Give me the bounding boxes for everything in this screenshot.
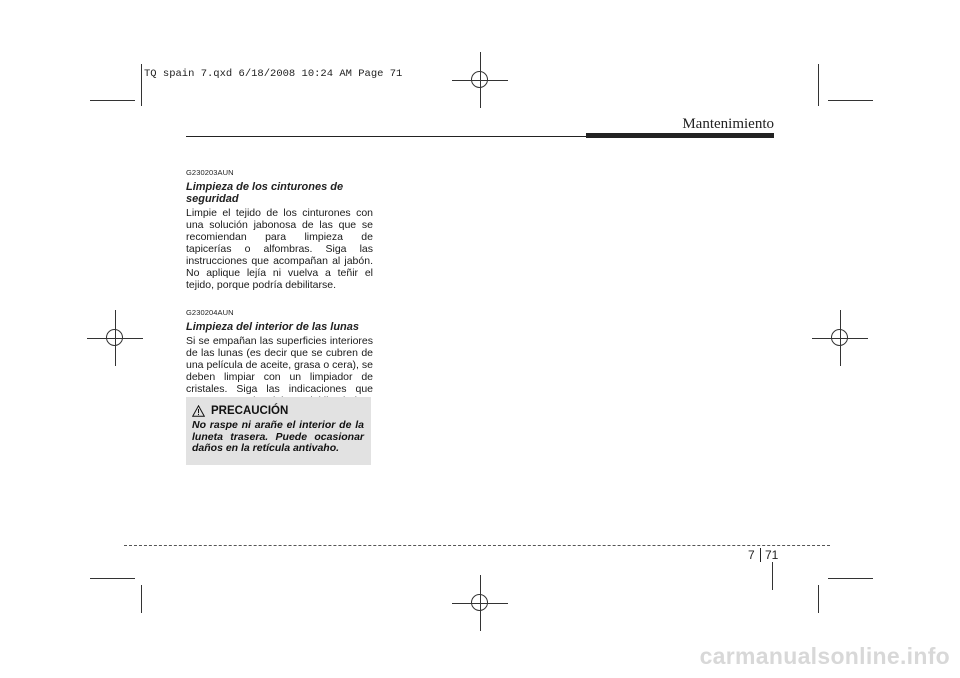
registration-mark — [87, 310, 143, 366]
section-heading: Limpieza de los cinturones de seguridad — [186, 181, 344, 205]
chapter-number: 7 — [748, 548, 755, 562]
crop-mark — [141, 64, 142, 106]
registration-mark — [452, 52, 508, 108]
section-code: G230204AUN — [186, 308, 234, 317]
section-code: G230203AUN — [186, 168, 234, 177]
crop-mark — [90, 578, 135, 579]
print-slug: TQ spain 7.qxd 6/18/2008 10:24 AM Page 71 — [144, 68, 403, 80]
caution-box — [186, 397, 371, 465]
crop-mark — [828, 578, 873, 579]
page-tick-mark — [772, 562, 773, 590]
section-body: Si se empañan las superficies interiores de las lunas (es decir que se cubren de una película de aceite, grasa o cera), se deben limpiar con un limpiador de cristales. Siga las indicaciones que — [186, 335, 373, 395]
crop-mark — [90, 100, 135, 101]
crop-mark — [818, 585, 819, 613]
section-body: Limpie el tejido de los cinturones con una solución jabonosa de las que se recomiendan para limpieza de tapicerías o alfombras. Siga las instrucciones que acompañan al jabón. No aplique lejía ni vuelva a teñir el tejido, porque podría debilitarse. — [186, 207, 373, 291]
crop-mark — [828, 100, 873, 101]
page-number-divider — [760, 548, 761, 562]
page-number: 71 — [765, 548, 779, 562]
watermark: carmanualsonline.info — [699, 643, 950, 669]
content-column — [186, 168, 373, 407]
crop-mark — [141, 585, 142, 613]
warning-triangle-icon — [192, 405, 205, 417]
header-rule-thick — [586, 133, 774, 138]
footer-dashed-rule — [124, 545, 830, 546]
header-rule — [186, 136, 590, 137]
caution-header — [192, 405, 364, 417]
registration-mark — [452, 575, 508, 631]
crop-mark — [818, 64, 819, 106]
section-heading: Limpieza del interior de las lunas — [186, 321, 359, 333]
registration-mark — [812, 310, 868, 366]
caution-title: PRECAUCIÓN — [211, 405, 289, 417]
caution-text: No raspe ni arañe el interior de la luneta trasera. Puede ocasionar daños en la retícula antivaho. — [192, 419, 364, 454]
section-title: Mantenimiento — [682, 116, 774, 132]
